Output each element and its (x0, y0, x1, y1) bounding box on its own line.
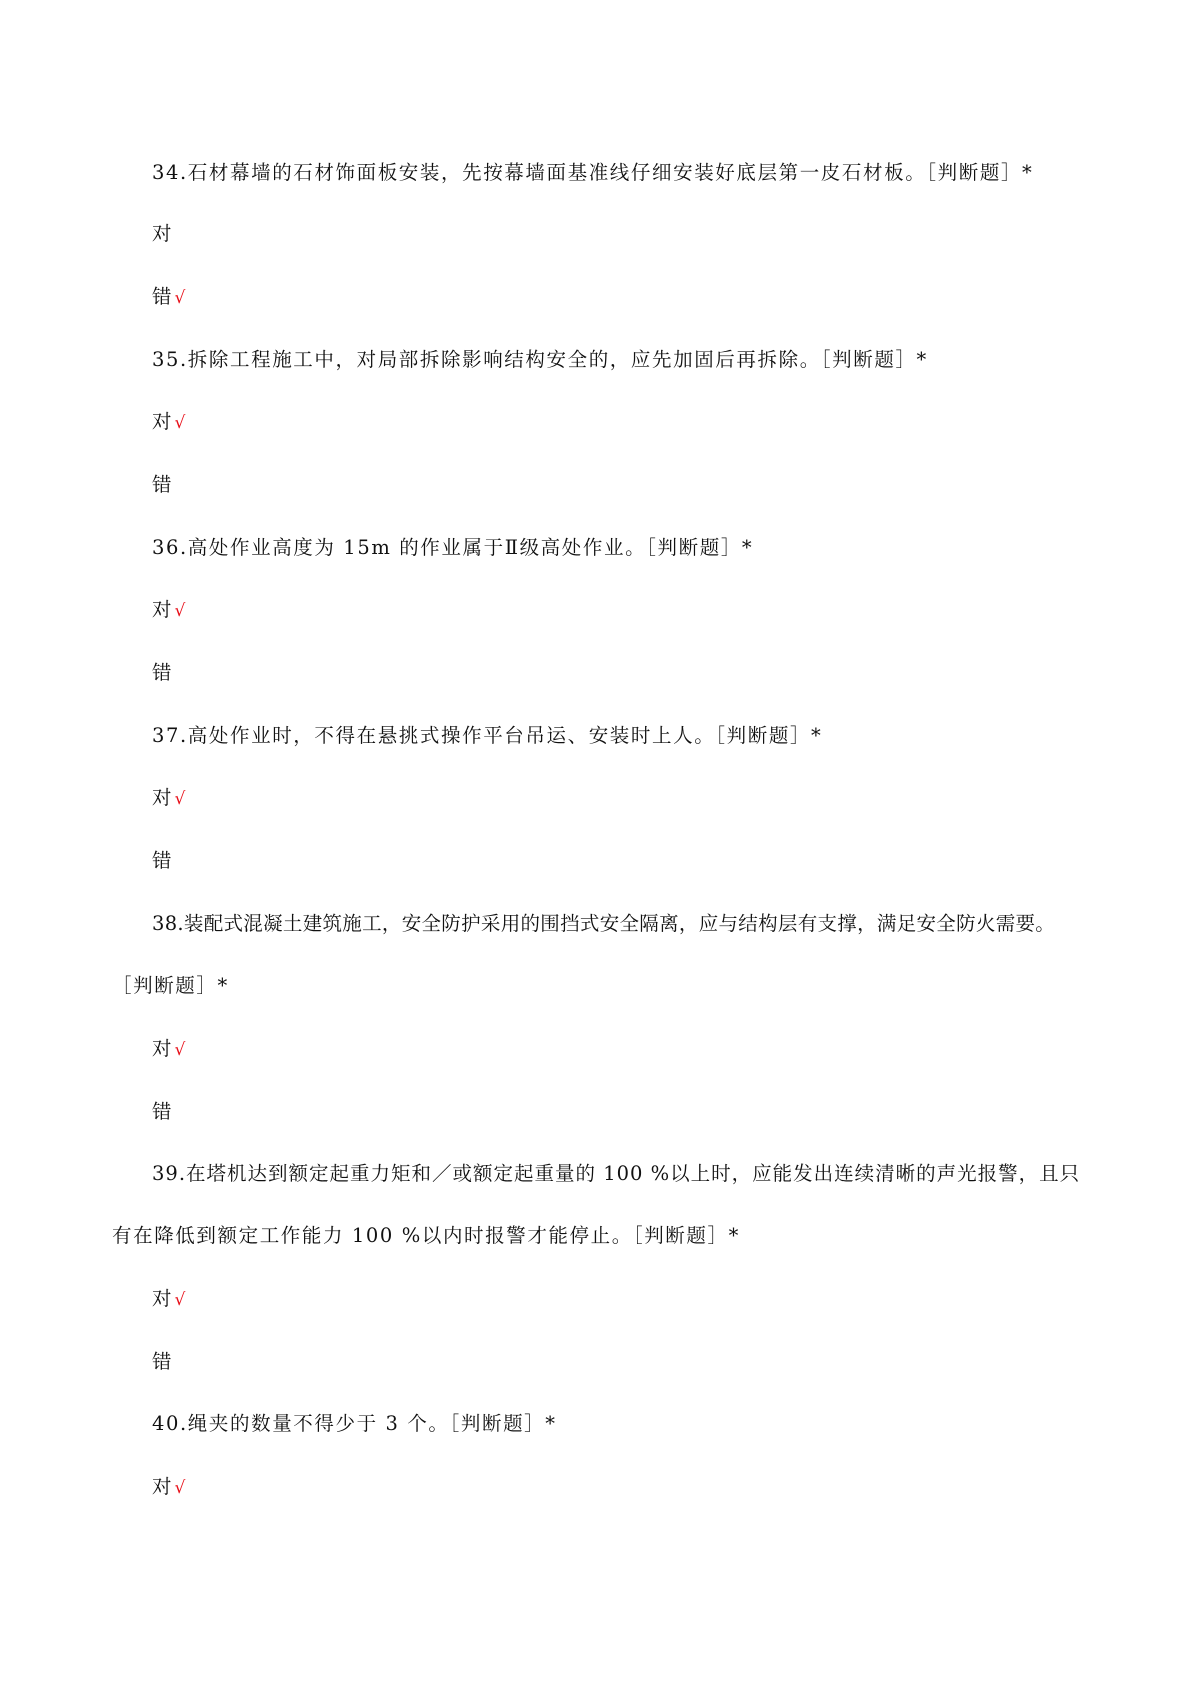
option-label: 错 (152, 1350, 172, 1373)
check-mark-icon: √ (174, 1478, 186, 1498)
option-label: 错 (152, 849, 172, 872)
check-mark-icon: √ (174, 601, 186, 621)
question-37-option-true (152, 786, 185, 811)
question-39-text: 39.在塔机达到额定起重力矩和／或额定起重量的 100 %以上时，应能发出连续清晰的声光报警，且只 (152, 1162, 1081, 1185)
question-34-text: 34.石材幕墙的石材饰面板安装，先按幕墙面基准线仔细安装好底层第一皮石材板。［判断题］* (152, 161, 1034, 184)
question-34-option-true (152, 222, 175, 247)
question-40-option-true (152, 1475, 185, 1500)
question-35-option-false (152, 473, 175, 498)
question-40-text: 40.绳夹的数量不得少于 3 个。［判断题］* (152, 1412, 557, 1435)
check-mark-icon: √ (174, 1040, 186, 1060)
question-38-text: 38.装配式混凝土建筑施工，安全防护采用的围挡式安全隔离，应与结构层有支撑，满足安全防火需要。 (152, 912, 1056, 935)
option-label: 错 (152, 661, 172, 684)
question-39-option-true (152, 1287, 185, 1312)
option-label: 对 (152, 222, 172, 245)
question-37-text: 37.高处作业时，不得在悬挑式操作平台吊运、安装时上人。［判断题］* (152, 724, 823, 747)
question-35-text: 35.拆除工程施工中，对局部拆除影响结构安全的，应先加固后再拆除。［判断题］* (152, 348, 928, 371)
check-mark-icon: √ (174, 1290, 186, 1310)
check-mark-icon: √ (174, 789, 186, 809)
option-label: 对 (152, 1475, 172, 1498)
option-label: 错 (152, 473, 172, 496)
question-38-text-continued: ［判断题］* (112, 974, 229, 997)
question-39-option-false (152, 1350, 175, 1375)
option-label: 对 (152, 1037, 172, 1060)
option-label: 对 (152, 410, 172, 433)
question-38-option-false (152, 1100, 175, 1125)
question-39-text-continued: 有在降低到额定工作能力 100 %以内时报警才能停止。［判断题］* (112, 1224, 740, 1247)
check-mark-icon: √ (174, 413, 186, 433)
option-label: 错 (152, 285, 172, 308)
option-label: 对 (152, 1287, 172, 1310)
question-37-option-false (152, 849, 175, 874)
option-label: 对 (152, 786, 172, 809)
question-36-text: 36.高处作业高度为 15m 的作业属于Ⅱ级高处作业。［判断题］* (152, 536, 754, 559)
option-label: 对 (152, 598, 172, 621)
question-35-option-true (152, 410, 185, 435)
check-mark-icon: √ (174, 288, 186, 308)
question-34-option-false (152, 285, 185, 310)
question-38-option-true (152, 1037, 185, 1062)
question-36-option-false (152, 661, 175, 686)
question-36-option-true (152, 598, 185, 623)
option-label: 错 (152, 1100, 172, 1123)
